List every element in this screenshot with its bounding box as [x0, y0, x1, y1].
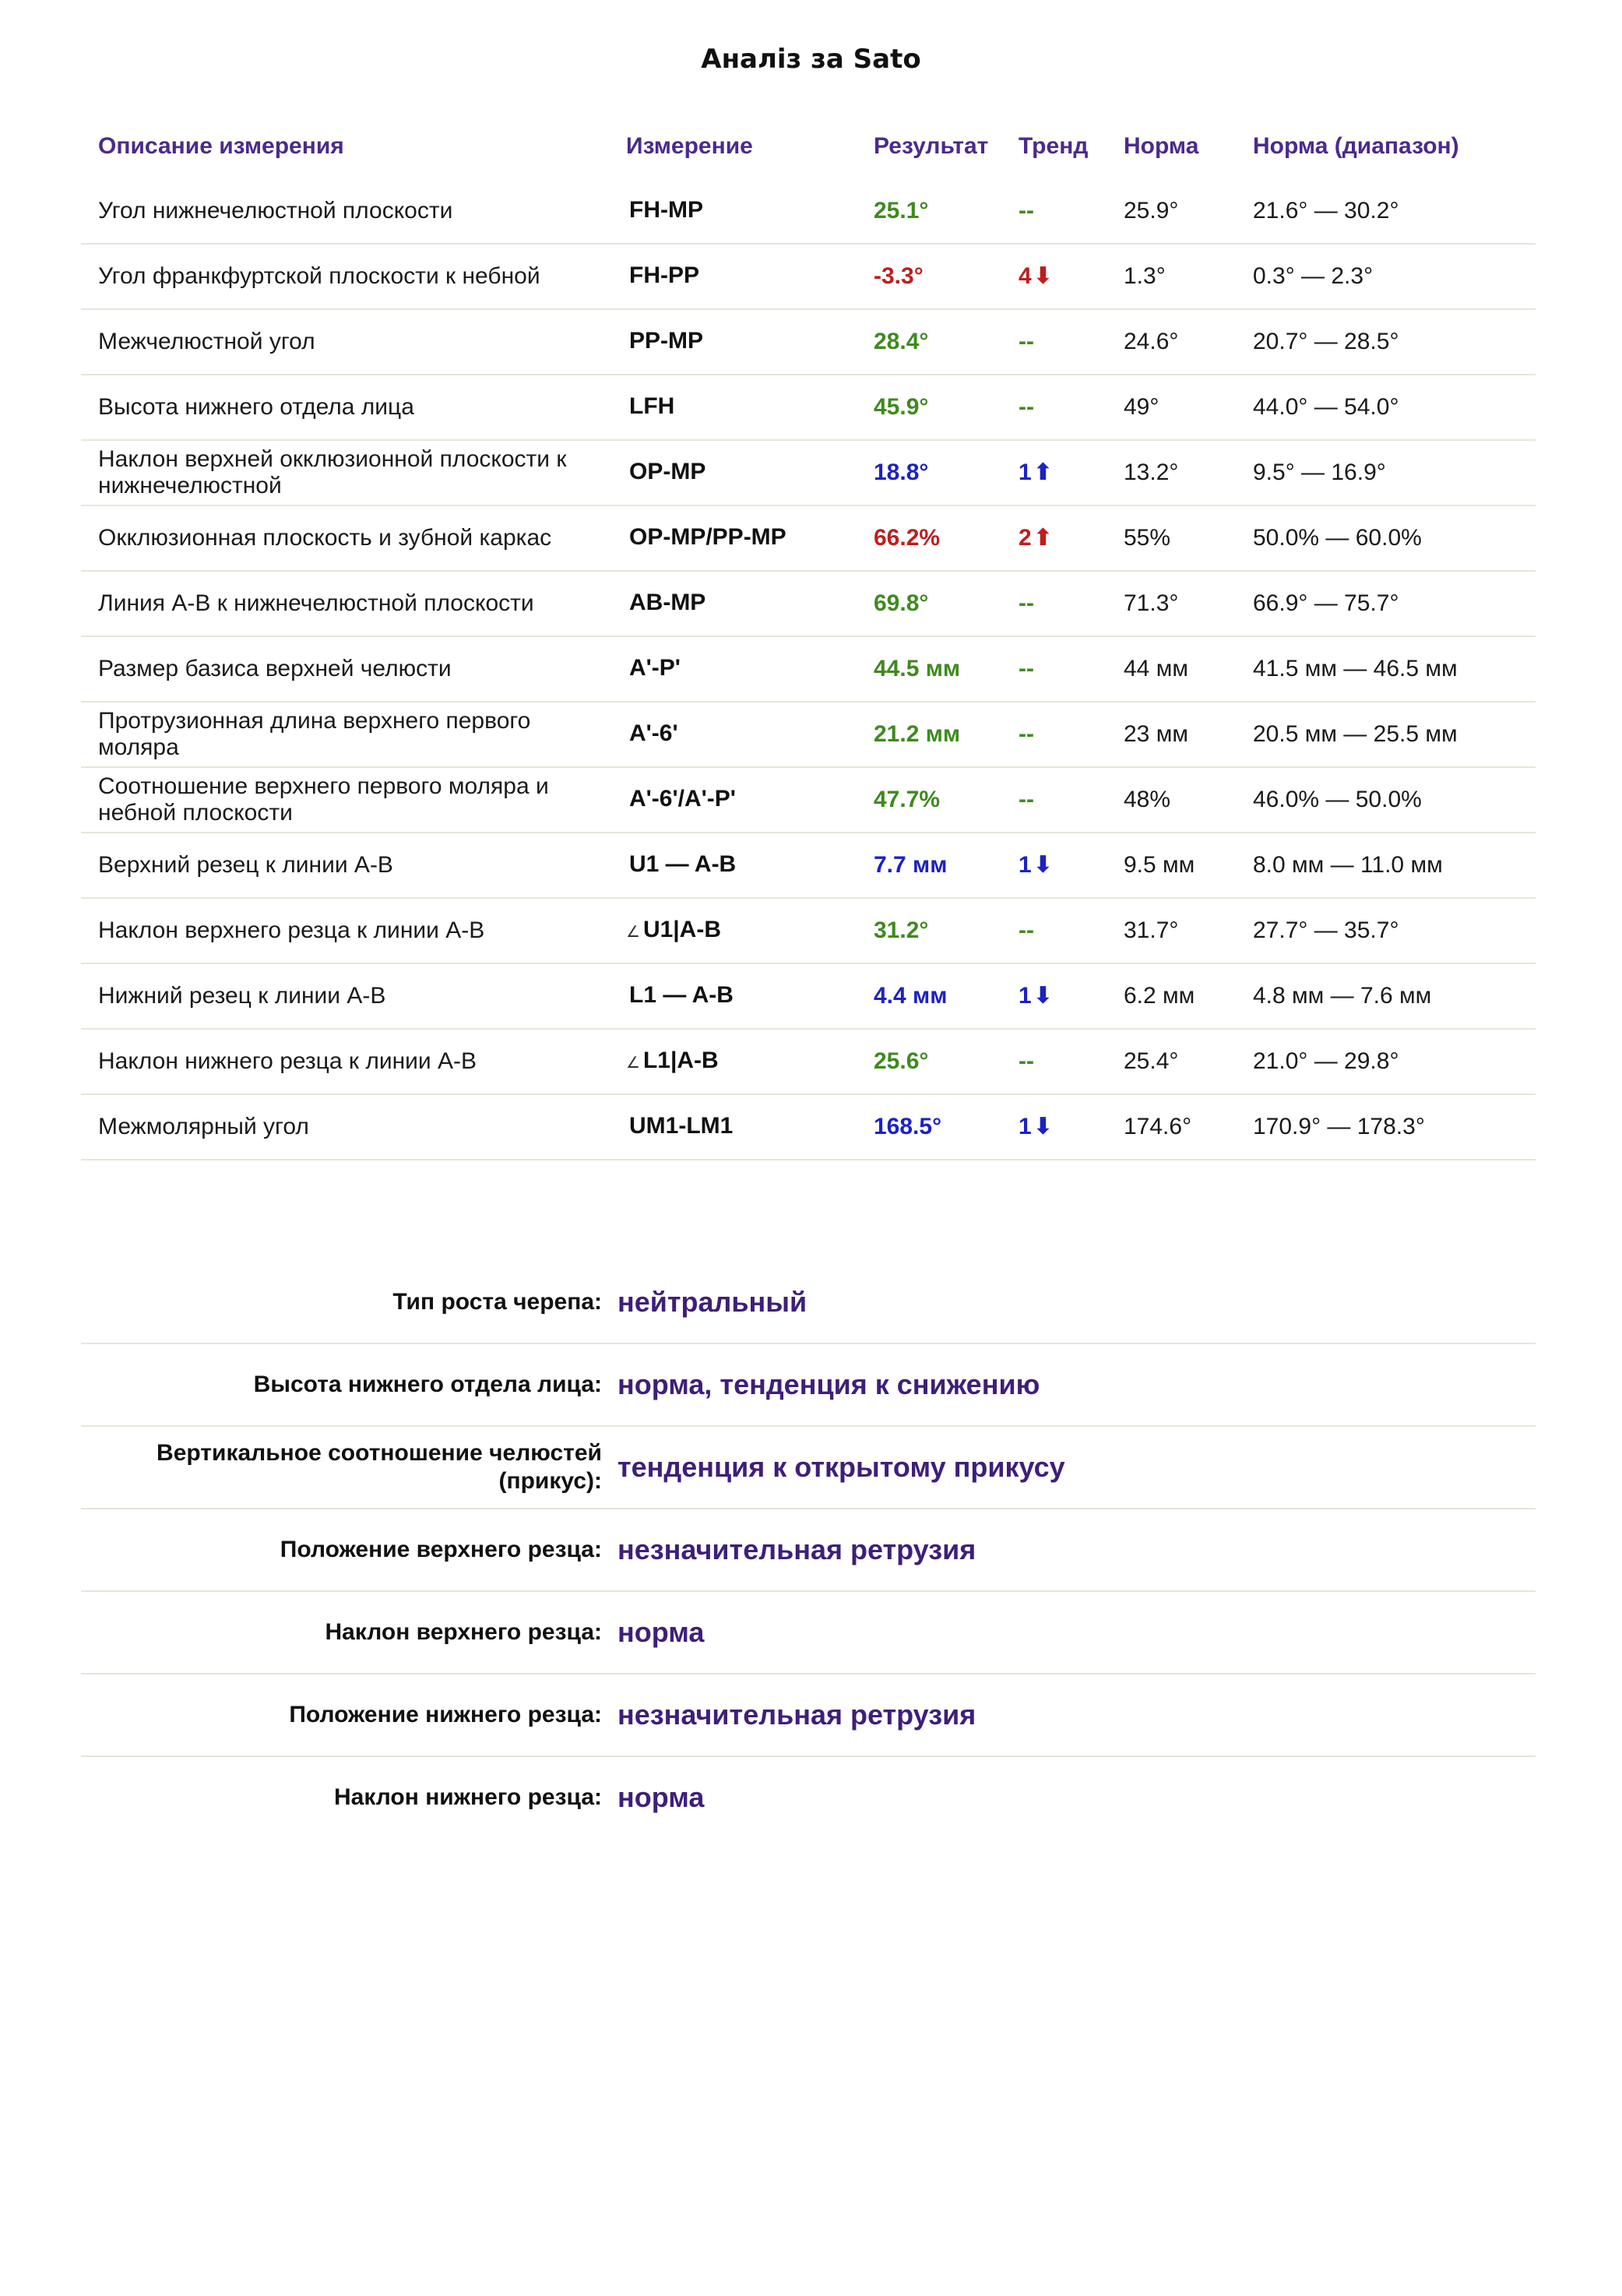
measurement-result: 44.5 мм [874, 656, 961, 681]
trend-dashes: -- [1019, 656, 1034, 681]
measurement-trend [1001, 833, 1107, 898]
measurement-result: 66.2% [874, 525, 941, 551]
table-row [81, 702, 1536, 767]
measurement-norm: 13.2° [1124, 460, 1179, 485]
table-row [81, 636, 1536, 702]
header-measurement: Измерение [626, 133, 753, 159]
header-norm: Норма [1124, 133, 1199, 159]
measurement-trend [1001, 1094, 1107, 1160]
measurement-norm: 48% [1124, 787, 1171, 812]
measurement-trend [1001, 179, 1107, 244]
table-row [81, 179, 1536, 244]
measurement-norm: 6.2 мм [1124, 983, 1195, 1009]
trend-arrow-icon: ⬇ [1033, 263, 1053, 289]
measurement-code-text: A'-P' [629, 654, 681, 681]
table-row [81, 1029, 1536, 1094]
summary-row [81, 1591, 1536, 1674]
summary-label: Высота нижнего отдела лица: [253, 1372, 602, 1397]
trend-number: 2 [1019, 525, 1032, 551]
measurement-norm: 44 мм [1124, 656, 1188, 681]
measurement-norm-range: 27.7° — 35.7° [1253, 917, 1399, 943]
measurement-code-text: U1 — A-B [629, 850, 737, 877]
header-norm-range: Норма (диапазон) [1253, 133, 1459, 159]
trend-number: 1 [1019, 460, 1032, 485]
measurement-code [609, 309, 857, 375]
trend-dashes: -- [1019, 787, 1034, 812]
measurement-norm-range: 46.0% — 50.0% [1253, 787, 1422, 812]
measurement-description: Линия A-B к нижнечелюстной плоскости [98, 590, 534, 616]
measurement-norm: 9.5 мм [1124, 852, 1195, 878]
summary-row [81, 1756, 1536, 1838]
measurement-trend [1001, 309, 1107, 375]
summary-label: Положение нижнего резца: [289, 1702, 602, 1727]
table-row [81, 833, 1536, 898]
measurement-code [609, 1094, 857, 1160]
measurement-code-text: A'-6' [629, 720, 678, 746]
page-title: Аналіз за Sato [701, 44, 921, 75]
measurement-norm: 49° [1124, 394, 1159, 420]
table-header-row [81, 114, 1536, 179]
measurement-code [609, 1029, 857, 1094]
measurement-norm-range: 170.9° — 178.3° [1253, 1114, 1425, 1139]
measurement-norm: 25.4° [1124, 1048, 1179, 1074]
measurement-code [609, 636, 857, 702]
trend-number: 1 [1019, 852, 1032, 878]
trend-dashes: -- [1019, 721, 1034, 747]
summary-row [81, 1426, 1536, 1509]
measurement-result: 168.5° [874, 1114, 942, 1139]
trend-arrow-icon: ⬇ [1033, 983, 1053, 1009]
measurement-description: Межчелюстной угол [98, 329, 315, 354]
measurement-description: Наклон верхней окклюзионной плоскости к нижнечелюстной [98, 446, 567, 498]
trend-dashes: -- [1019, 198, 1034, 224]
summary-value: нейтральный [617, 1286, 807, 1318]
measurement-norm: 24.6° [1124, 329, 1179, 354]
measurement-norm-range: 20.5 мм — 25.5 мм [1253, 721, 1458, 747]
angle-symbol: ∠ [626, 1054, 640, 1072]
measurement-norm-range: 21.6° — 30.2° [1253, 198, 1399, 224]
measurement-norm-range: 0.3° — 2.3° [1253, 263, 1374, 289]
measurement-code [609, 571, 857, 636]
measurement-result: 31.2° [874, 917, 929, 943]
measurement-result: 4.4 мм [874, 983, 948, 1009]
measurement-norm: 55% [1124, 525, 1171, 551]
measurement-code-text: FH-PP [629, 262, 699, 288]
measurement-norm: 1.3° [1124, 263, 1166, 289]
trend-dashes: -- [1019, 590, 1034, 616]
measurement-description: Межмолярный угол [98, 1114, 309, 1139]
measurement-description: Наклон нижнего резца к линии A-B [98, 1048, 477, 1074]
trend-dashes: -- [1019, 329, 1034, 354]
measurement-code-text: PP-MP [629, 327, 704, 354]
table-row [81, 963, 1536, 1029]
measurement-result: 69.8° [874, 590, 929, 616]
trend-arrow-icon: ⬇ [1033, 852, 1053, 878]
measurement-result: 21.2 мм [874, 721, 961, 747]
measurement-code [609, 505, 857, 571]
trend-dashes: -- [1019, 1048, 1034, 1074]
measurement-code [609, 963, 857, 1029]
trend-arrow-icon: ⬆ [1033, 460, 1053, 485]
measurement-code-text: L1 — A-B [629, 981, 734, 1008]
measurement-norm-range: 4.8 мм — 7.6 мм [1253, 983, 1432, 1009]
summary-row [81, 1674, 1536, 1756]
summary-label: Вертикальное соотношение челюстей (прикус): [157, 1440, 602, 1494]
measurement-description: Верхний резец к линии A-B [98, 852, 393, 878]
measurement-result: 25.1° [874, 198, 929, 224]
measurement-description: Высота нижнего отдела лица [98, 394, 414, 420]
table-row [81, 309, 1536, 375]
measurement-code [609, 244, 857, 309]
trend-number: 1 [1019, 983, 1032, 1009]
measurement-code-text: AB-MP [629, 589, 706, 615]
measurement-norm: 31.7° [1124, 917, 1179, 943]
measurement-result: 47.7% [874, 787, 941, 812]
measurement-code-text: UM1-LM1 [629, 1112, 734, 1139]
measurement-code [609, 898, 857, 963]
trend-number: 4 [1019, 263, 1032, 289]
measurement-code-text: A'-6'/A'-P' [629, 785, 736, 812]
summary-label: Наклон верхнего резца: [325, 1619, 602, 1645]
summary-value: незначительная ретрузия [617, 1699, 976, 1731]
measurement-description: Нижний резец к линии A-B [98, 983, 386, 1009]
table-row [81, 898, 1536, 963]
header-trend: Тренд [1019, 133, 1089, 159]
trend-dashes: -- [1019, 917, 1034, 943]
summary-label: Наклон нижнего резца: [334, 1784, 602, 1810]
measurement-norm: 23 мм [1124, 721, 1188, 747]
measurement-code-text: LFH [629, 393, 675, 419]
measurement-trend [1001, 898, 1107, 963]
measurement-result: -3.3° [874, 263, 924, 289]
measurement-code [609, 179, 857, 244]
measurement-code [609, 375, 857, 440]
measurement-trend [1001, 702, 1107, 767]
summary-row [81, 1509, 1536, 1591]
measurement-code-text: L1|A-B [642, 1047, 719, 1073]
measurement-result: 18.8° [874, 460, 929, 485]
measurement-description: Наклон верхнего резца к линии A-B [98, 917, 485, 943]
measurement-norm: 174.6° [1124, 1114, 1192, 1139]
summary-label: Положение верхнего резца: [280, 1537, 602, 1562]
measurement-trend [1001, 1029, 1107, 1094]
measurement-norm-range: 9.5° — 16.9° [1253, 460, 1386, 485]
measurement-code-text: FH-MP [629, 196, 703, 223]
measurement-norm-range: 44.0° — 54.0° [1253, 394, 1399, 420]
measurement-norm-range: 8.0 мм — 11.0 мм [1253, 852, 1443, 878]
trend-number: 1 [1019, 1114, 1032, 1139]
measurement-trend [1001, 963, 1107, 1029]
summary-table [81, 1262, 1536, 1838]
measurement-description: Протрузионная длина верхнего первого моляра [98, 708, 531, 760]
measurement-norm-range: 21.0° — 29.8° [1253, 1048, 1399, 1074]
measurement-code [609, 440, 857, 505]
measurement-code [609, 833, 857, 898]
measurement-code [609, 702, 857, 767]
header-result: Результат [874, 133, 989, 159]
measurement-description: Угол франкфуртской плоскости к небной [98, 263, 540, 289]
measurement-result: 28.4° [874, 329, 929, 354]
measurement-description: Размер базиса верхней челюсти [98, 656, 452, 681]
measurement-norm: 25.9° [1124, 198, 1179, 224]
table-row [81, 767, 1536, 833]
measurement-code-text: OP-MP [629, 458, 706, 484]
measurement-trend [1001, 636, 1107, 702]
measurement-description: Соотношение верхнего первого моляра и небной плоскости [98, 773, 549, 826]
trend-arrow-icon: ⬇ [1033, 1114, 1053, 1139]
table-row [81, 505, 1536, 571]
summary-value: норма [617, 1616, 705, 1648]
measurement-code-text: U1|A-B [642, 916, 722, 942]
table-row [81, 571, 1536, 636]
measurement-norm: 71.3° [1124, 590, 1179, 616]
measurement-trend [1001, 244, 1107, 309]
measurement-trend [1001, 505, 1107, 571]
table-row [81, 244, 1536, 309]
measurements-table [81, 114, 1536, 1160]
angle-symbol: ∠ [626, 923, 640, 941]
summary-value: тенденция к открытому прикусу [617, 1451, 1065, 1483]
measurement-trend [1001, 440, 1107, 505]
table-row [81, 1094, 1536, 1160]
measurement-result: 7.7 мм [874, 852, 948, 878]
measurement-norm-range: 41.5 мм — 46.5 мм [1253, 656, 1458, 681]
summary-value: норма, тенденция к снижению [617, 1368, 1040, 1400]
table-row [81, 440, 1536, 505]
measurement-trend [1001, 571, 1107, 636]
measurement-norm-range: 50.0% — 60.0% [1253, 525, 1422, 551]
measurement-trend [1001, 767, 1107, 833]
header-description: Описание измерения [98, 133, 344, 159]
measurement-result: 25.6° [874, 1048, 929, 1074]
summary-label: Тип роста черепа: [392, 1289, 602, 1315]
summary-row [81, 1343, 1536, 1426]
table-row [81, 375, 1536, 440]
measurement-description: Окклюзионная плоскость и зубной каркас [98, 525, 552, 551]
measurement-trend [1001, 375, 1107, 440]
measurement-norm-range: 66.9° — 75.7° [1253, 590, 1399, 616]
summary-value: норма [617, 1781, 705, 1813]
measurement-description: Угол нижнечелюстной плоскости [98, 198, 453, 224]
measurement-code [609, 767, 857, 833]
trend-dashes: -- [1019, 394, 1034, 420]
trend-arrow-icon: ⬆ [1033, 525, 1053, 551]
measurement-result: 45.9° [874, 394, 929, 420]
summary-row [81, 1262, 1536, 1343]
measurement-norm-range: 20.7° — 28.5° [1253, 329, 1399, 354]
measurement-code-text: OP-MP/PP-MP [629, 523, 786, 550]
summary-value: незначительная ретрузия [617, 1534, 976, 1565]
